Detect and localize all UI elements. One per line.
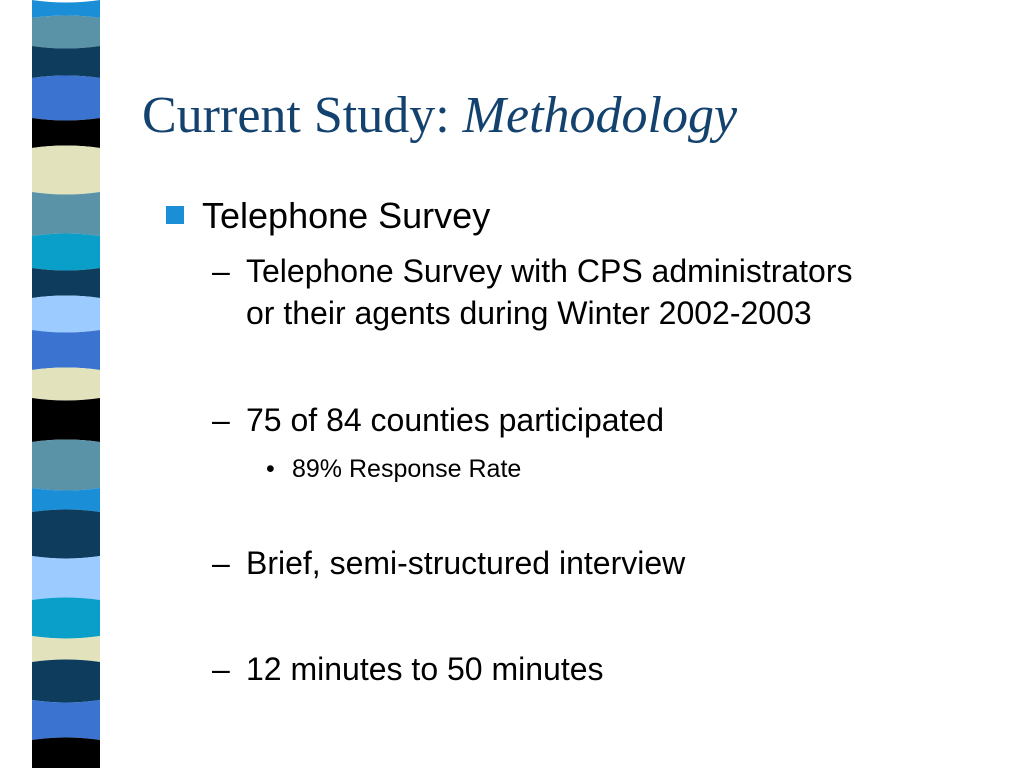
dash-icon: – (212, 651, 230, 687)
stripe-segment (32, 0, 100, 18)
stripe-segment (32, 700, 100, 740)
dash-icon: – (212, 253, 230, 289)
stripe-pattern (32, 0, 100, 768)
stripe-segment (32, 738, 100, 768)
title-italic: Methodology (462, 87, 738, 144)
decorative-stripe-band (32, 0, 100, 768)
sub-bullet-survey-detail (212, 250, 853, 334)
sub-bullet-text: 12 minutes to 50 minutes (246, 651, 604, 687)
stripe-segment (32, 268, 100, 298)
sub-bullet-duration (212, 648, 604, 690)
dot-bullet-icon: • (266, 455, 275, 483)
slide-title (142, 84, 737, 148)
stripe-segment (32, 146, 100, 195)
stripe-segment (32, 440, 100, 491)
dash-icon: – (212, 545, 230, 581)
stripe-segment (32, 192, 100, 236)
stripe-segment (32, 510, 100, 559)
stripe-segment (32, 660, 100, 703)
stripe-segment (32, 118, 100, 148)
sub-bullet-text: 75 of 84 counties participated (246, 402, 665, 438)
title-plain: Current Study: (142, 87, 463, 144)
stripe-segment (32, 556, 100, 600)
sub-sub-bullet-text: 89% Response Rate (292, 455, 522, 483)
stripe-segment (32, 16, 100, 49)
bullet-text: Telephone Survey (202, 195, 491, 236)
sub-bullet-counties (212, 399, 664, 441)
stripe-segment (32, 598, 100, 639)
sub-bullet-text: Brief, semi-structured interview (246, 545, 686, 581)
stripe-segment (32, 76, 100, 121)
sub-bullet-interview (212, 542, 685, 584)
stripe-segment (32, 46, 100, 78)
stripe-segment (32, 234, 100, 271)
stripe-segment (32, 636, 100, 662)
stripe-segment (32, 330, 100, 370)
sub-sub-bullet-response-rate (266, 452, 521, 486)
stripe-segment (32, 368, 100, 401)
sub-bullet-text-continued: or their agents during Winter 2002-2003 (246, 295, 812, 331)
stripe-segment (32, 488, 100, 512)
sub-bullet-text: Telephone Survey with CPS administrators (246, 253, 853, 289)
dash-icon: – (212, 402, 230, 438)
stripe-segment (32, 296, 100, 333)
bullet-telephone-survey (166, 193, 490, 239)
stripe-segment (32, 398, 100, 442)
square-bullet-icon (166, 206, 184, 224)
